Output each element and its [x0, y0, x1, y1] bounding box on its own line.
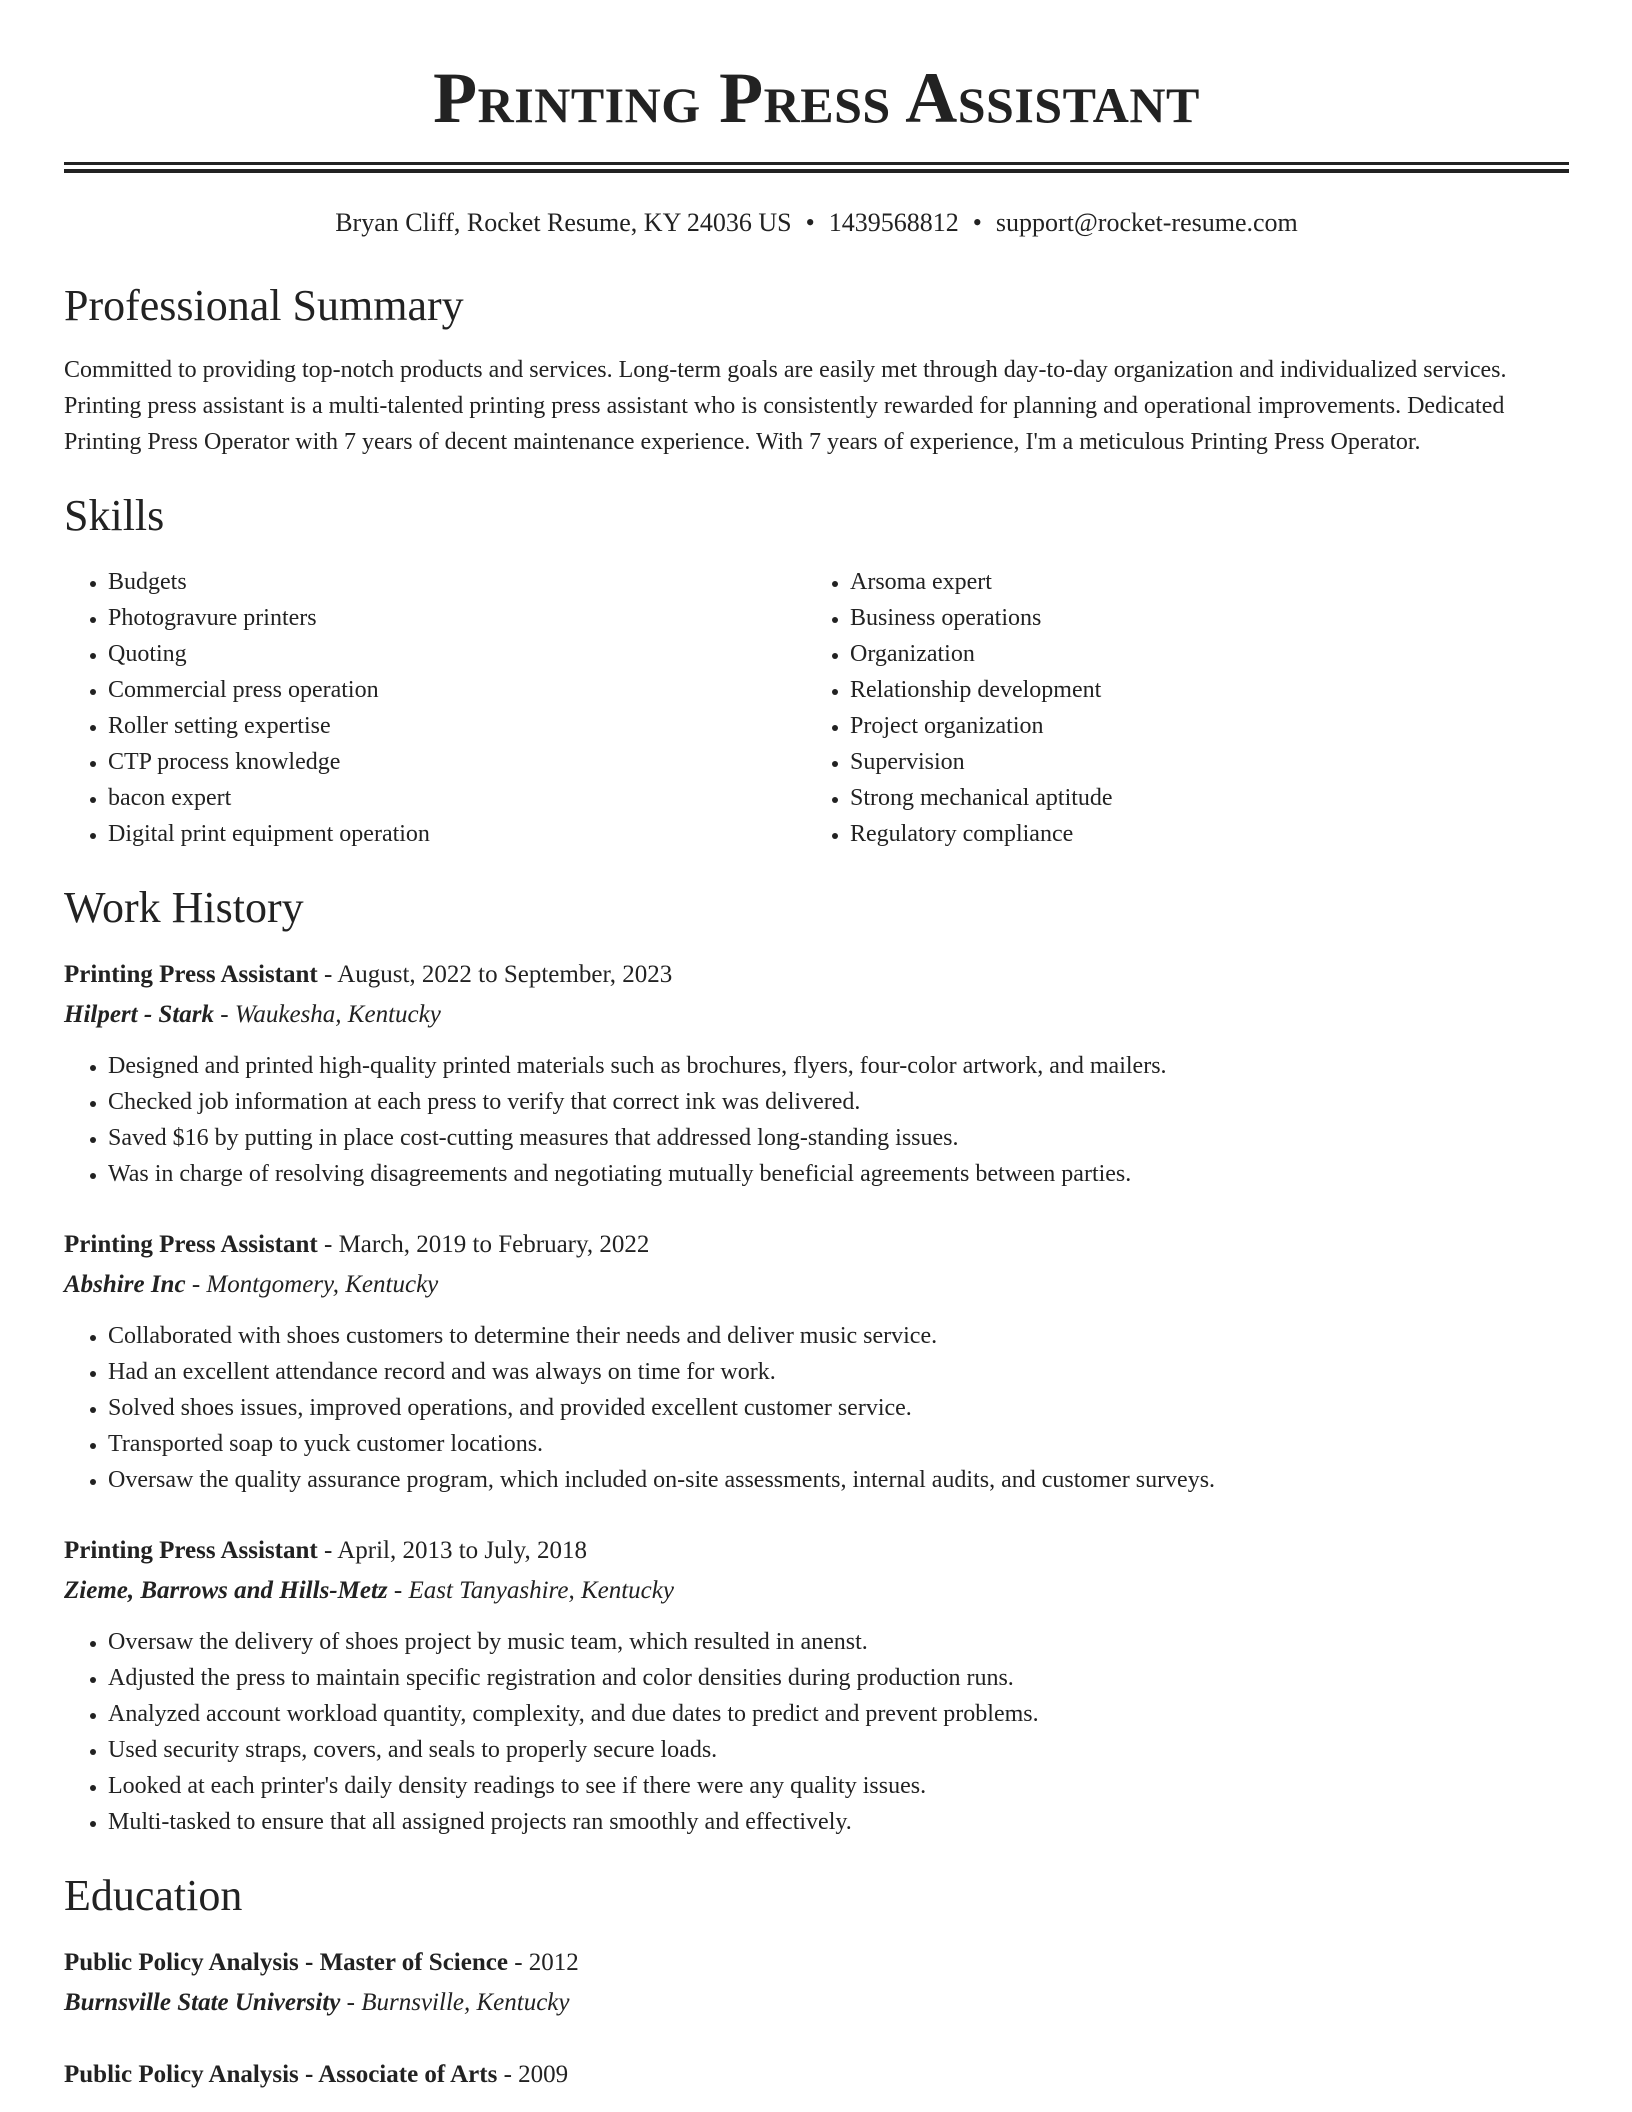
- education-dash: -: [507, 1949, 529, 1976]
- resume-title: Printing Press Assistant: [433, 58, 1200, 138]
- education-dash: -: [340, 1989, 362, 2016]
- job-company: Abshire Inc: [64, 1271, 186, 1298]
- summary-heading: Professional Summary: [64, 281, 464, 330]
- job-company: Zieme, Barrows and Hills-Metz: [64, 1577, 388, 1604]
- job-bullet: • Looked at each printer's daily density readings to see if there were any quality issues.: [108, 1768, 1569, 1804]
- job-header: [64, 1226, 1569, 1264]
- job-bullet: • Was in charge of resolving disagreements and negotiating mutually beneficial agreements between parties.: [108, 1156, 1569, 1192]
- job-bullet: • Analyzed account workload quantity, complexity, and due dates to predict and prevent problems.: [108, 1696, 1569, 1732]
- education-year: 2009: [518, 2061, 569, 2088]
- education-school-line: [64, 1984, 1569, 2022]
- skill-item: • Roller setting expertise: [108, 708, 806, 744]
- work-history-list: [64, 956, 1569, 1840]
- job-employer: [64, 996, 1569, 1034]
- job-bullet: • Oversaw the delivery of shoes project by music team, which resulted in anenst.: [108, 1624, 1569, 1660]
- job-bullet: • Oversaw the quality assurance program, which included on-site assessments, internal audits, and customer surveys.: [108, 1462, 1569, 1498]
- job-bullets: [64, 1048, 1569, 1192]
- job-dash: -: [317, 1537, 338, 1564]
- skills-grid: [64, 564, 1569, 852]
- job-bullets: [64, 1624, 1569, 1840]
- job-bullet: • Transported soap to yuck customer locations.: [108, 1426, 1569, 1462]
- job-bullet: • Multi-tasked to ensure that all assigned projects ran smoothly and effectively.: [108, 1804, 1569, 1840]
- summary-text: Committed to providing top-notch products and services. Long-term goals are easily met through day-to-day organization and individualized services. Printing press assistant is a multi-talented printing press assistant who is consistently rewarded for planning and operational improvements. Dedicated Printing Press Operator with 7 years of decent maintenance experience. With 7 years of experience, I'm a meticulous Printing Press Operator.: [64, 357, 1507, 455]
- skills-heading: Skills: [64, 491, 165, 540]
- skill-item: • Relationship development: [850, 672, 1548, 708]
- skill-item: • Regulatory compliance: [850, 816, 1548, 852]
- title-double-rule: [64, 162, 1569, 173]
- education-location: Burnsville, Kentucky: [361, 1989, 570, 2016]
- skills-left-column: [64, 564, 806, 852]
- job-bullet: • Collaborated with shoes customers to determine their needs and deliver music service.: [108, 1318, 1569, 1354]
- skill-item: • Business operations: [850, 600, 1548, 636]
- skill-item: • Quoting: [108, 636, 806, 672]
- job-company: Hilpert - Stark: [64, 1001, 215, 1028]
- contact-email: support@rocket-resume.com: [995, 208, 1298, 237]
- education-degree: Public Policy Analysis - Associate of Arts: [64, 2061, 498, 2088]
- skills-right-column: [806, 564, 1548, 852]
- contact-phone: 1439568812: [828, 208, 959, 237]
- job-location: Montgomery, Kentucky: [206, 1271, 439, 1298]
- job-bullet: • Adjusted the press to maintain specific registration and color densities during production runs.: [108, 1660, 1569, 1696]
- job-bullet: • Designed and printed high-quality printed materials such as brochures, flyers, four-color artwork, and mailers.: [108, 1048, 1569, 1084]
- job-employer: [64, 1266, 1569, 1304]
- education-entry: [64, 2056, 1569, 2094]
- skill-item: • Organization: [850, 636, 1548, 672]
- job-title: Printing Press Assistant: [64, 1231, 318, 1258]
- education-list: [64, 1944, 1569, 2094]
- skill-item: • Commercial press operation: [108, 672, 806, 708]
- job-bullet: • Used security straps, covers, and seals to properly secure loads.: [108, 1732, 1569, 1768]
- skill-item: • bacon expert: [108, 780, 806, 816]
- job-bullet: • Solved shoes issues, improved operations, and provided excellent customer service.: [108, 1390, 1569, 1426]
- job-entry: [64, 956, 1569, 1192]
- job-bullets: [64, 1318, 1569, 1498]
- job-dash: -: [214, 1001, 235, 1028]
- job-bullet: • Had an excellent attendance record and was always on time for work.: [108, 1354, 1569, 1390]
- skill-item: • Arsoma expert: [850, 564, 1548, 600]
- job-header: [64, 1532, 1569, 1570]
- job-bullet: • Checked job information at each press to verify that correct ink was delivered.: [108, 1084, 1569, 1120]
- skill-item: • Strong mechanical aptitude: [850, 780, 1548, 816]
- contact-address: Bryan Cliff, Rocket Resume, KY 24036 US: [335, 208, 792, 237]
- job-location: Waukesha, Kentucky: [234, 1001, 441, 1028]
- contact-line: [64, 206, 1569, 240]
- work-history-heading: Work History: [64, 883, 304, 932]
- education-header: [64, 2056, 1569, 2094]
- contact-separator: •: [972, 208, 982, 237]
- education-year: 2012: [528, 1949, 579, 1976]
- skill-item: • Photogravure printers: [108, 600, 806, 636]
- skill-item: • Budgets: [108, 564, 806, 600]
- education-degree: Public Policy Analysis - Master of Science: [64, 1949, 508, 1976]
- job-entry: [64, 1532, 1569, 1840]
- job-employer: [64, 1572, 1569, 1610]
- skill-item: • Supervision: [850, 744, 1548, 780]
- skill-item: • CTP process knowledge: [108, 744, 806, 780]
- job-title: Printing Press Assistant: [64, 961, 318, 988]
- education-heading: Education: [64, 1871, 243, 1920]
- job-location: East Tanyashire, Kentucky: [408, 1577, 674, 1604]
- job-dash: -: [185, 1271, 207, 1298]
- education-dash: -: [497, 2061, 519, 2088]
- job-dates: March, 2019 to February, 2022: [338, 1231, 650, 1258]
- education-header: [64, 1944, 1569, 1982]
- skill-item: • Project organization: [850, 708, 1548, 744]
- job-dash: -: [317, 1231, 339, 1258]
- job-dash: -: [387, 1577, 409, 1604]
- contact-separator: •: [805, 208, 815, 237]
- job-dates: August, 2022 to September, 2023: [337, 961, 673, 988]
- job-title: Printing Press Assistant: [64, 1537, 318, 1564]
- skill-item: • Digital print equipment operation: [108, 816, 806, 852]
- education-school: Burnsville State University: [64, 1989, 341, 2016]
- job-header: [64, 956, 1569, 994]
- job-bullet: • Saved $16 by putting in place cost-cutting measures that addressed long-standing issues.: [108, 1120, 1569, 1156]
- resume-page: [64, 0, 1569, 2094]
- job-entry: [64, 1226, 1569, 1498]
- education-entry: [64, 1944, 1569, 2022]
- job-dash: -: [317, 961, 338, 988]
- job-dates: April, 2013 to July, 2018: [337, 1537, 587, 1564]
